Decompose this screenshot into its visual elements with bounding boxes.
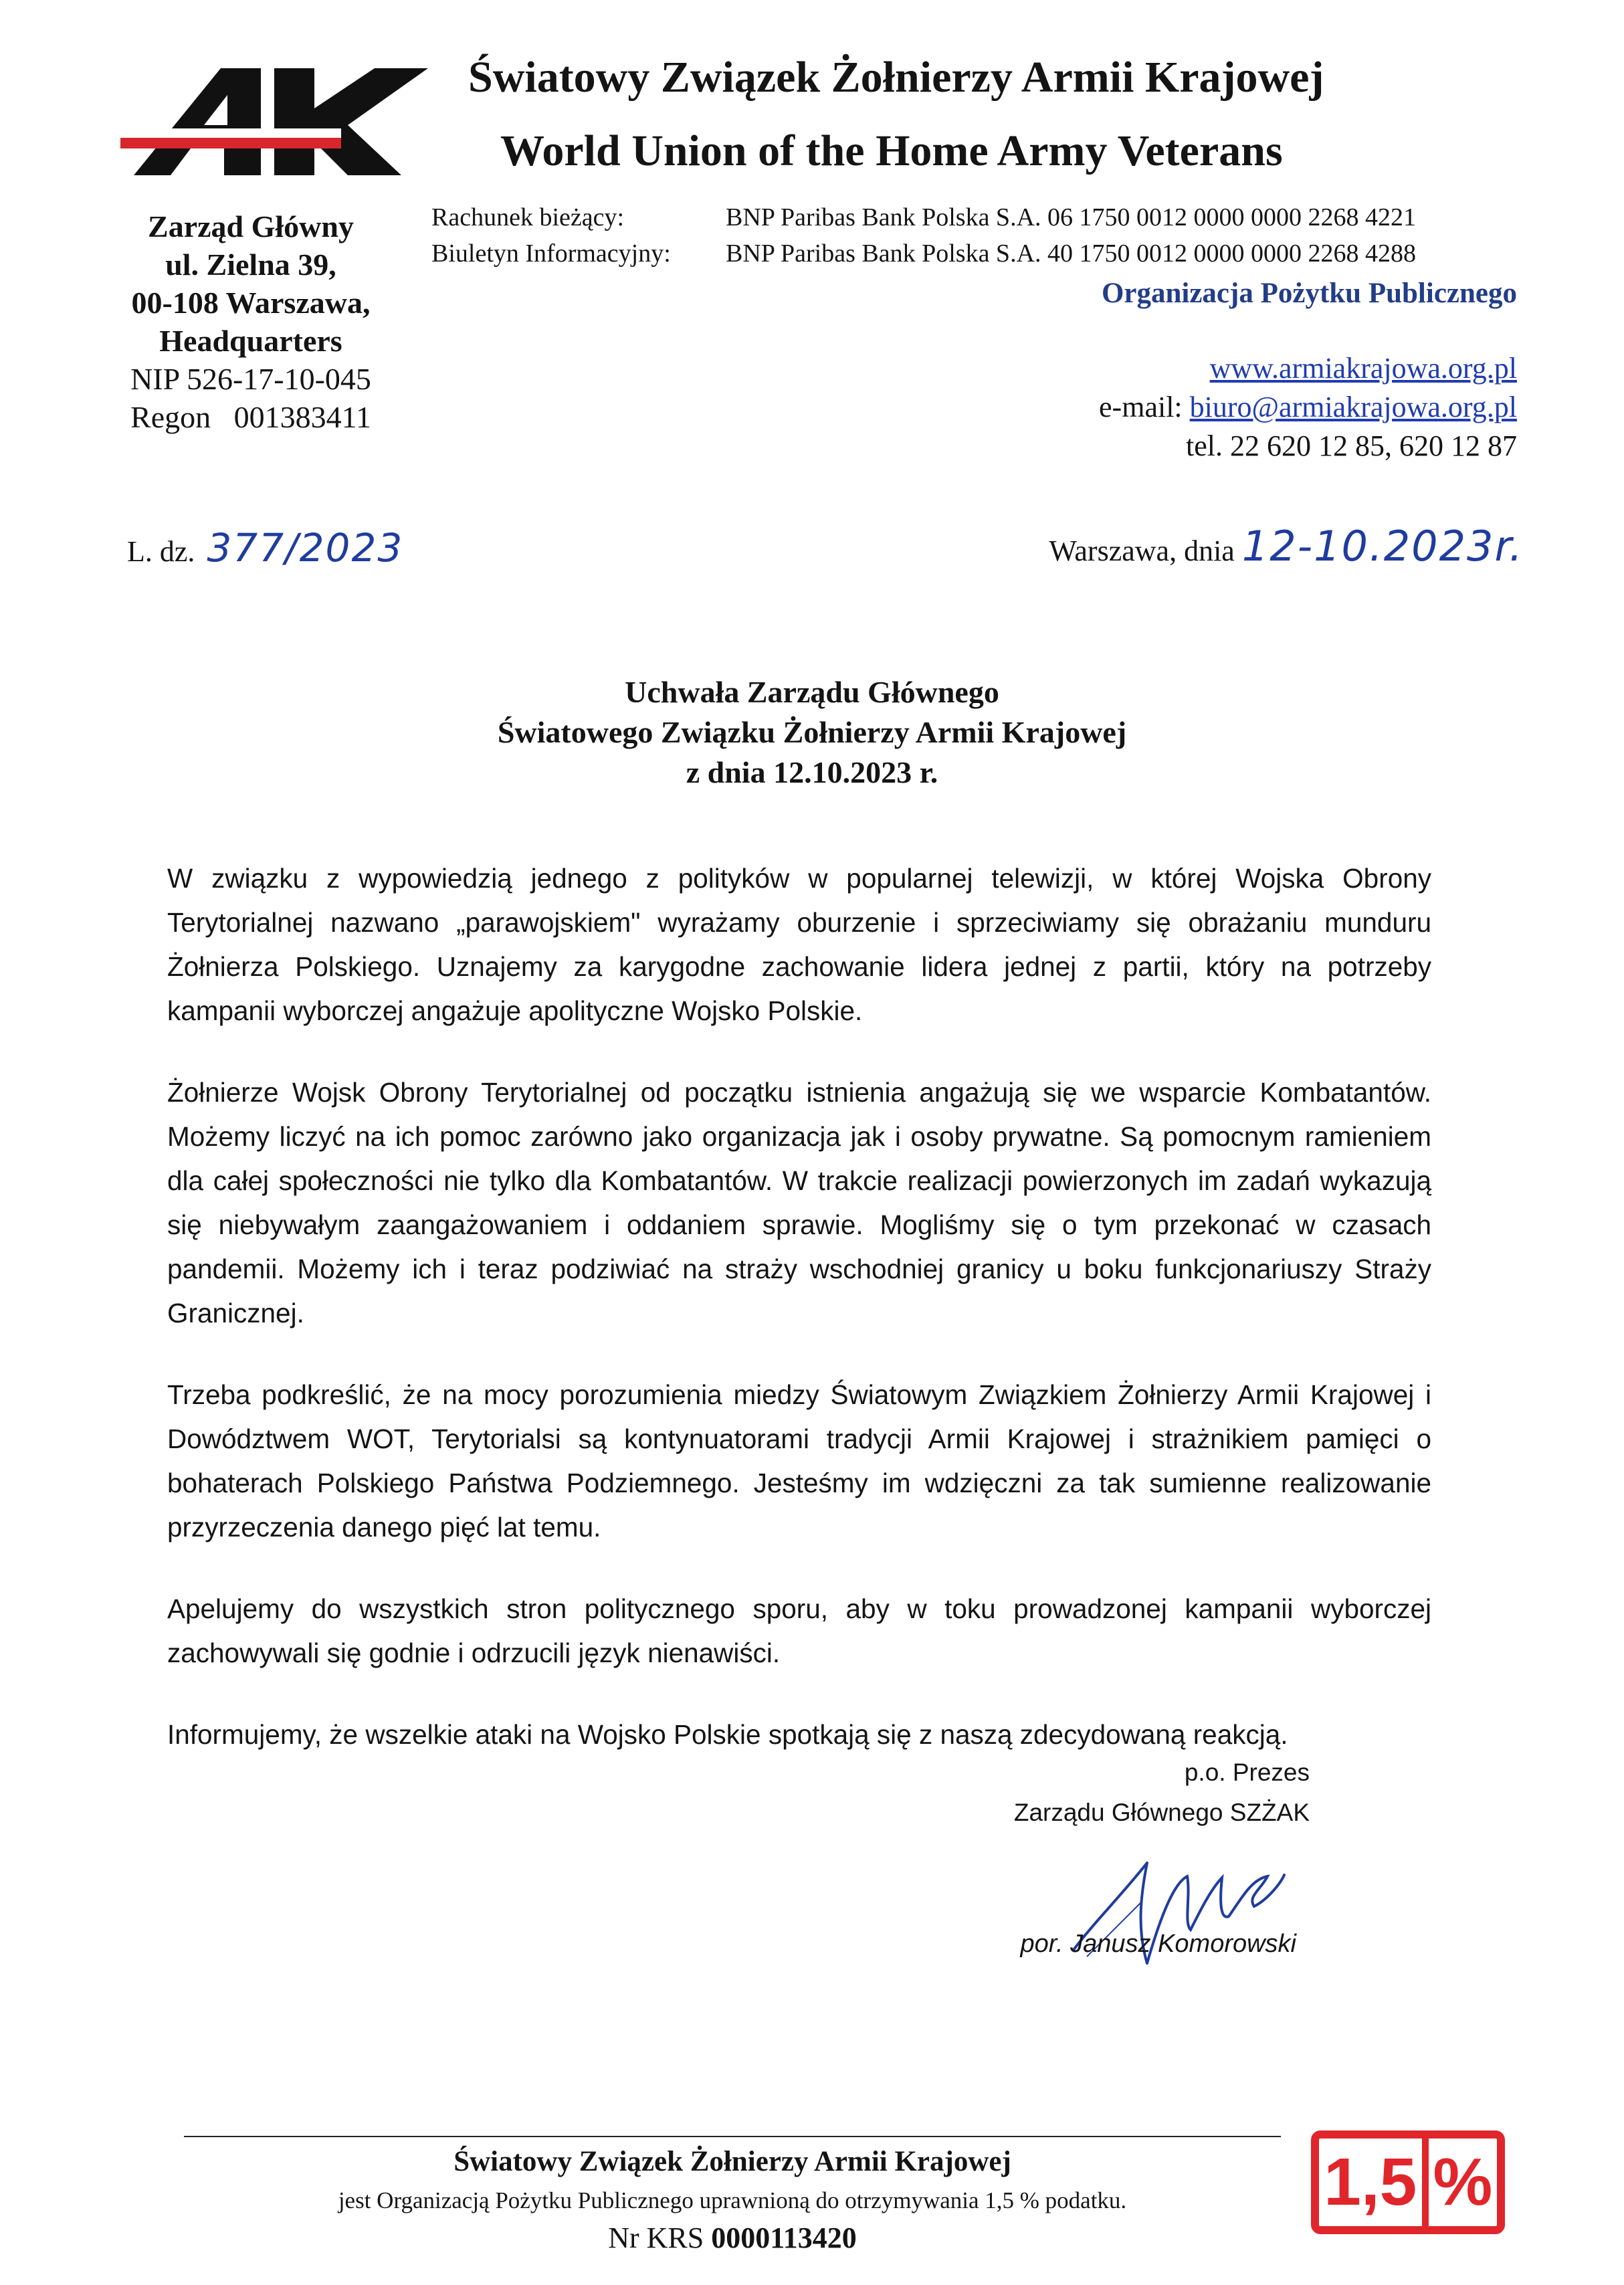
reference-number: [127, 525, 403, 571]
hq-regon: Regon 001383411: [130, 400, 371, 434]
phone-numbers: tel. 22 620 12 85, 620 12 87: [1186, 429, 1517, 462]
footer: [184, 2141, 1281, 2258]
hq-line-2: ul. Zielna 39,: [165, 247, 336, 282]
footer-description: jest Organizacją Pożytku Publicznego uprawnioną do otrzymywania 1,5 % podatku.: [338, 2187, 1127, 2213]
date-handwritten-value: 12-10.2023r.: [1241, 522, 1524, 571]
krs-number: 0000113420: [711, 2221, 857, 2254]
resolution-body: [167, 856, 1431, 1794]
footer-divider: [184, 2136, 1281, 2137]
title-line-3: z dnia 12.10.2023 r.: [686, 755, 938, 789]
website-link[interactable]: www.armiakrajowa.org.pl: [1209, 352, 1517, 385]
email-link[interactable]: biuro@armiakrajowa.org.pl: [1189, 391, 1517, 423]
tax-percent-badge: [1311, 2130, 1505, 2234]
org-name-polish: Światowy Związek Żołnierzy Armii Krajowej: [468, 53, 1324, 102]
title-line-2: Światowego Związku Żołnierzy Armii Krajowej: [497, 715, 1127, 749]
hq-nip: NIP 526-17-10-045: [130, 362, 371, 396]
signatory-name: por. Janusz Komorowski: [1020, 1930, 1296, 1958]
body-paragraph-1: W związku z wypowiedzią jednego z polityków w popularnej telewizji, w której Wojska Obrony Terytorialnej nazwano „parawojskiem" wyrażamy oburzenie i sprzeciwiamy się obrażaniu munduru Żołnierza Polskiego. Uznajemy za karygodne zachowanie lidera jednej z partii, który na potrzeby kampanii wyborczej angażuje apolityczne Wojsko Polskie.: [167, 863, 1431, 1026]
bank-bulletin-label: Biuletyn Informacyjny:: [431, 239, 671, 268]
body-paragraph-4: Apelujemy do wszystkich stron politycznego sporu, aby w toku prowadzonej kampanii wyborczej zachowywali się godnie i odrzucili język nienawiści.: [167, 1593, 1431, 1668]
bank-current-value: BNP Paribas Bank Polska S.A. 06 1750 0012 0000 0000 2268 4221: [726, 203, 1417, 231]
bank-current-row: [431, 199, 1416, 235]
body-paragraph-2: Żołnierze Wojsk Obrony Terytorialnej od początku istnienia angażują się we wsparcie Kombatantów. Możemy liczyć na ich pomoc zarówno jako organizacja jak i osoby prywatne. Są pomocnym ramieniem dla całej społeczności nie tylko dla Kombatantów. W trakcie realizacji powierzonych im zadań wykazują się niebywałym zaangażowaniem i oddaniem sprawie. Mogliśmy się o tym przekonać w czasach pandemii. Możemy ich i teraz podziwiać na straży wschodniej granicy u boku funkcjonariuszy Straży Granicznej.: [167, 1077, 1431, 1328]
headquarters-block: [107, 207, 395, 436]
email-label: e-mail:: [1099, 391, 1183, 423]
ak-logo: [120, 62, 435, 182]
ak-logo-graphic: [120, 62, 435, 182]
body-paragraph-3: Trzeba podkreślić, że na mocy porozumienia miedzy Światowym Związkiem Żołnierzy Armii Krajowej i Dowództwem WOT, Terytorialsi są kontynuatorami tradycji Armii Krajowej i strażnikiem pamięci o bohaterach Polskiego Państwa Podziemnego. Jesteśmy im wdzięczni za tak sumienne realizowanie przyrzeczenia danego pięć lat temu.: [167, 1379, 1431, 1543]
bank-bulletin-value: BNP Paribas Bank Polska S.A. 40 1750 0012 0000 0000 2268 4288: [726, 239, 1417, 268]
footer-org-name: Światowy Związek Żołnierzy Armii Krajowej: [453, 2146, 1011, 2177]
contact-block: [1099, 274, 1517, 466]
document-date: [1049, 522, 1524, 571]
bank-accounts: [431, 199, 1416, 272]
signatory-role-line-2: Zarządu Głównego SZŻAK: [1013, 1799, 1310, 1826]
bank-current-label: Rachunek bieżący:: [431, 203, 625, 231]
bank-bulletin-row: [431, 235, 1416, 272]
body-paragraph-5: Informujemy, że wszelkie ataki na Wojsko Polskie spotkają się z naszą zdecydowaną reakcją.: [167, 1719, 1288, 1750]
footer-krs: [184, 2218, 1281, 2258]
hq-line-4: Headquarters: [159, 324, 342, 358]
resolution-title: [0, 672, 1624, 793]
opp-label: Organizacja Pożytku Publicznego: [1101, 278, 1517, 309]
hq-line-1: Zarząd Główny: [148, 209, 354, 243]
org-name-english: World Union of the Home Army Veterans: [500, 126, 1283, 175]
date-label: Warszawa, dnia: [1049, 534, 1235, 567]
ldz-label: L. dz.: [127, 535, 195, 568]
hq-line-3: 00-108 Warszawa,: [131, 286, 371, 320]
signatory-role-line-1: p.o. Prezes: [1184, 1759, 1310, 1786]
badge-percent-sign: %: [1433, 2145, 1493, 2219]
badge-number: 1,5: [1319, 2139, 1429, 2226]
title-line-1: Uchwała Zarządu Głównego: [625, 675, 999, 709]
signatory-role: [1014, 1753, 1310, 1833]
krs-label: Nr KRS: [608, 2221, 704, 2254]
ldz-handwritten-value: 377/2023: [207, 525, 404, 571]
